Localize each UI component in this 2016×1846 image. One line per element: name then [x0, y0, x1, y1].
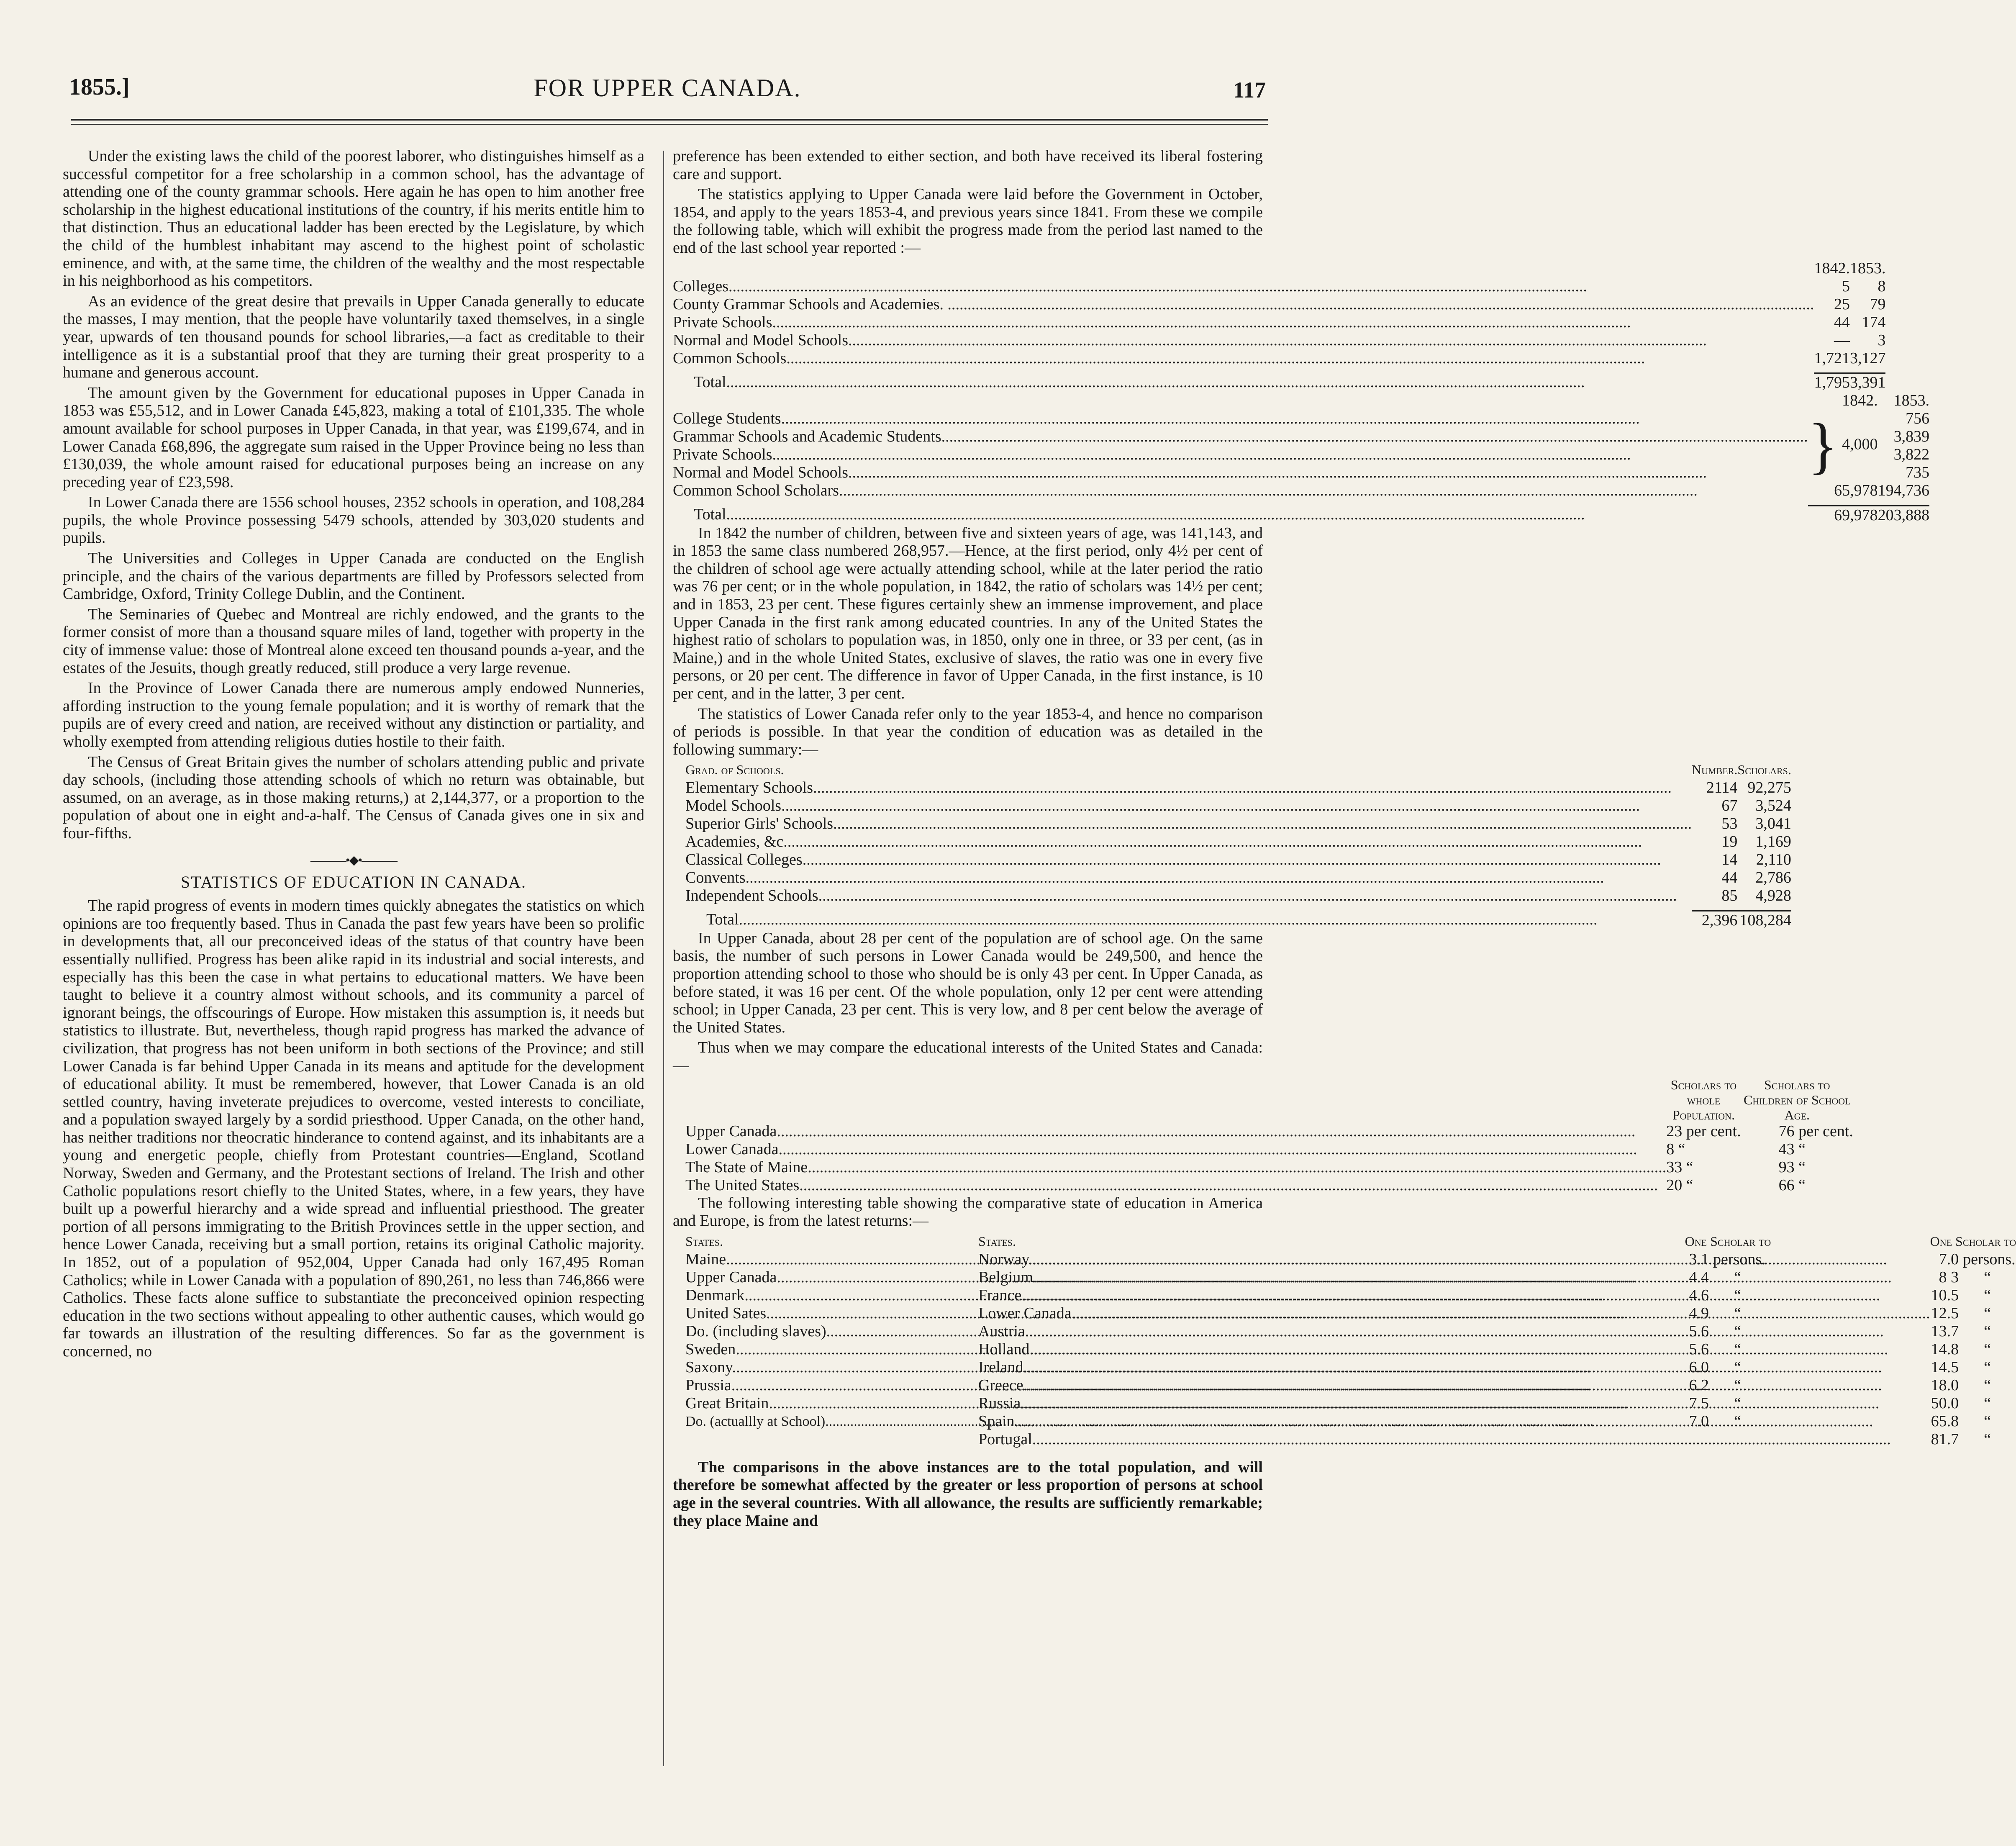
year-heading: 1842. [1814, 259, 1850, 277]
paragraph: The comparisons in the above instances are to the total population, and will therefore be somewhat affected by the greater or less proportion of persons at school age in the several countries. With all allowance, the results are sufficiently remarkable; they place Maine and [673, 1458, 1263, 1530]
table-row: Upper Canada ..... 4.4 “ [685, 1268, 1771, 1286]
table-row: Common Schools ..... 1,721 3,127 [673, 349, 1885, 367]
table-row: Holland ..... 14.8 “ [978, 1340, 2016, 1358]
table-row: Spain ..... 65.8 “ [978, 1412, 2016, 1430]
table-row: Denmark ..... 4.6 “ [685, 1286, 1771, 1304]
paragraph: In 1842 the number of children, between five and sixteen years of age, was 141,143, and in 1853 the same class numbered 268,957.—Hence, at the first period, only 4½ per cent of the children of school age were actually attending school, while at the later period the ratio was 76 per cent; or in the whole population, in 1842, the ratio of scholars was 14½ per cent; and in 1853, 23 per cent. These figures certainly shew an immense improvement, and place Upper Canada in the first rank among educated countries. In any of the United States the highest ratio of scholars to population was, in 1850, only one in three, or 33 per cent, (as in Maine,) and in the whole United States, exclusive of slaves, the ratio was one in every five persons, or 20 per cent. The difference in favor of Upper Canada, in the first instance, is 10 per cent, and in the latter, 3 per cent. [673, 524, 1263, 702]
table-row: Private Schools ..... 44 174 [673, 313, 1885, 331]
paragraph: The Census of Great Britain gives the number of scholars attending public and private day schools, (including those attending schools of which no return was obtainable, but assumed, on an average, as in those making returns,) at 2,144,377, or a proportion to the population of about one in eight and-a-half. The Census of Canada gives one in six and four-fifths. [63, 753, 644, 842]
right-column [673, 147, 2016, 1532]
table-row: Superior Girls' Schools ..... 53 3,041 [685, 815, 1791, 833]
paragraph: In Upper Canada, about 28 per cent of the population are of school age. On the same basis, the number of such persons in Lower Canada would be 249,500, and hence the proportion attending school to those who should be is only 43 per cent. In Upper Canada, as before stated, it was 16 per cent. Of the whole population, only 12 per cent were attending school; in Upper Canada, 23 per cent. This is very low, and 8 per cent below the average of the United States. [673, 929, 1263, 1036]
brace-value: 4,000 [1842, 435, 1878, 453]
table-row: Austria ..... 13.7 “ [978, 1322, 2016, 1340]
table-row: The United States ..... 20 “ 66 “ [685, 1176, 1853, 1194]
table-row: Elementary Schools ..... 2114 92,275 [685, 779, 1791, 797]
table-row: Grammar Schools and Academic Students.. ..... 3,839 [673, 428, 1929, 446]
table-row: Belgium ..... 8 3 “ [978, 1268, 2016, 1286]
table-row: Private Schools ..... 3,822 [673, 446, 1929, 464]
table-row: United Sates ..... 4.9 “ [685, 1304, 1771, 1322]
paragraph: The statistics of Lower Canada refer only to the year 1853-4, and hence no comparison of periods is possible. In that year the condition of education was as detailed in the following summary:— [673, 705, 1263, 758]
table-row: Maine ..... 3.1 persons. [685, 1250, 1771, 1268]
table-total-row: Total ..... 2,396 108,284 [685, 911, 1791, 929]
table-comparison-us-canada: Scholars to whole Population. Scholars to Children of School Age. Upper Canada ..... 23 per cent. 76 per cent. Lower Canada ..... 8 “ 43 “ The State of Maine ..... 33 “ 93 “ The United States ..... 20 “ 66 “ [685, 1077, 1853, 1194]
table-row: Independent Schools ..... 85 4,928 [685, 887, 1791, 905]
table-row: Prussia ..... 6.2 “ [685, 1376, 1771, 1394]
table-half-left: States. One Scholar to Maine ..... 3.1 persons. Upper Canada ..... 4.4 “ Denmark ..... 4.6 “ United Sates ..... 4.9 “ Do. (including slaves) ..... 5.6 “ Sweden ..... 5.6 “ Saxony ..... 6.0 “ Prussia ..... 6.2 “ Great Britain ..... 7.5 “ Do. (actuallly at School) ..... 7.0 “ [685, 1232, 1771, 1430]
table-total-row: Total ..... 69,978 203,888 [673, 506, 1929, 524]
brace: } [1808, 411, 1838, 481]
table-row: Lower Canada ..... 12.5 “ [978, 1304, 2016, 1322]
table-row: Academies, &c ..... 19 1,169 [685, 833, 1791, 851]
section-ornament: ———•◆•——— [310, 853, 397, 867]
page-number: 117 [1233, 77, 1266, 103]
paragraph: The statistics applying to Upper Canada were laid before the Government in October, 1854, and apply to the years 1853-4, and previous years since 1841. From these we compile the following table, which will exhibit the progress made from the period last named to the end of the last school year reported :— [673, 185, 1263, 257]
year-heading: 1853. [1893, 392, 1930, 410]
paragraph: The amount given by the Government for educational puposes in Upper Canada in 1853 was £55,512, and in Lower Canada £45,823, making a total of £101,335. The whole amount available for school purposes in Upper Canada, in that year, was £199,674, and in Lower Canada £68,896, the aggregate sum raised in the Upper Province being no less than £130,039, the whole amount raised for educational purposes being an increase on any preceding year of £23,598. [63, 384, 644, 491]
paragraph: The Seminaries of Quebec and Montreal are richly endowed, and the grants to the former consist of more than a thousand square miles of land, together with property in the city of immense value: those of Montreal alone exceed ten thousand pounds a-year, and the estates of the Jesuits, though greatly reduced, still produce a very large revenue. [63, 605, 644, 677]
header-rule [71, 119, 1268, 121]
paragraph: In the Province of Lower Canada there are numerous amply endowed Nunneries, affording instruction to the young female population; and it is worthy of remark that the pupils are of every creed and nation, are received without any distinction or partiality, and wholly exempted from attending religious duties hostile to their faith. [63, 679, 644, 750]
table-row: France ..... 10.5 “ [978, 1286, 2016, 1304]
paragraph: Under the existing laws the child of the poorest laborer, who distinguishes himself as a successful competitor for a free scholarship in a common school, has the advantage of attending one of the county grammar schools. Here again he has open to him another free scholarship in the highest educational institutions of the country, if his merits entitle him to that distinction. Thus an educational ladder has been erected by the Legislature, by which the child of the humblest inhabitant may ascend to the highest point of scholastic eminence, and with, at the same time, the children of the wealthy and the most respectable in his neighborhood as his competitors. [63, 147, 644, 290]
table-row: Great Britain ..... 7.5 “ [685, 1394, 1771, 1412]
table-row: Do. (including slaves) ..... 5.6 “ [685, 1322, 1771, 1340]
table-upper-canada-schools [673, 259, 1885, 392]
paragraph: As an evidence of the great desire that prevails in Upper Canada generally to educate the masses, I may mention, that the people have voluntarily taxed themselves, in a single year, upwards of ten thousand pounds for school libraries,—a fact as creditable to their intelligence as it is a substantial proof that they are turning their great prosperity to a humane and generous account. [63, 292, 644, 382]
table-row: Greece ..... 18.0 “ [978, 1376, 2016, 1394]
table-row: Normal and Model Schools ..... — 3 [673, 331, 1885, 349]
year-heading: 1842. [1842, 392, 1878, 410]
table-upper-canada-students [673, 392, 1929, 524]
table-row: Do. (actuallly at School) ..... 7.0 “ [685, 1412, 1771, 1430]
paragraph: The following interesting table showing the comparative state of education in America and Europe, is from the latest returns:— [673, 1194, 1263, 1230]
left-column [63, 147, 644, 1363]
header-rule-thin [71, 124, 1268, 125]
paragraph: Thus when we may compare the educational interests of the United States and Canada:— [673, 1039, 1263, 1074]
paragraph: The Universities and Colleges in Upper Canada are conducted on the English principle, and the chairs of the various departments are filled by Professors selected from Cambridge, Oxford, Trinity College Dublin, and the Continent. [63, 549, 644, 603]
header-title: FOR UPPER CANADA. [533, 74, 801, 102]
table-row: Model Schools ..... 67 3,524 [685, 797, 1791, 815]
table-row: Sweden ..... 5.6 “ [685, 1340, 1771, 1358]
table-row: Portugal ..... 81.7 “ [978, 1430, 2016, 1448]
table-row: Ireland ..... 14.5 “ [978, 1358, 2016, 1376]
table-row: Classical Colleges ..... 14 2,110 [685, 851, 1791, 869]
paragraph: In Lower Canada there are 1556 school houses, 2352 schools in operation, and 108,284 pupils, the whole Province possessing 5479 schools, attended by 303,020 students and pupils. [63, 493, 644, 547]
table-row: Lower Canada ..... 8 “ 43 “ [685, 1140, 1853, 1158]
table-row: Upper Canada ..... 23 per cent. 76 per cent. [685, 1122, 1853, 1140]
table-america-europe [685, 1232, 2016, 1458]
table-row: Colleges ..... 5 8 [673, 277, 1885, 295]
column-divider [663, 151, 664, 1766]
table-row: Saxony ..... 6.0 “ [685, 1358, 1771, 1376]
year-heading: 1853. [1849, 259, 1886, 277]
table-row: Common School Scholars ..... 65,978 194,736 [673, 482, 1929, 500]
running-header [69, 74, 1266, 111]
table-row: Normal and Model Schools ..... 735 [673, 464, 1929, 482]
paragraph: The rapid progress of events in modern times quickly abnegates the statistics on which opinions are too frequently based. Thus in Canada the past few years have been so prolific in developments that, all our preconceived ideas of the status of that country have been essentially nullified. Progress has been alike rapid in its industrial and social interests, and especially has this been the case in what pertains to educational matters. We have been taught to believe it a country almost without schools, and its community a parcel of ignorant beings, the offscourings of Europe. How mistaken this assumption is, it needs but statistics to illustrate. But, nevertheless, though rapid progress has marked the advance of civilization, that progress has not been uniform in both sections of the Province; and still Lower Canada is far behind Upper Canada in its means and aptitude for the development of educational ability. It must be remembered, however, that Lower Canada is an old settled country, having inveterate prejudices to overcome, vested interests to conciliate, and a population swayed largely by a sordid priesthood. Upper Canada, on the other hand, has neither traditions nor theocratic hinderance to contend against, and its inhabitants are a young and energetic people, chiefly from Protestant countries—England, Scotland Norway, Sweden and Germany, and the Protestant sections of Ireland. The Irish and other Catholic populations resort chiefly to the United States, where, in a few years, they have built up a powerful hierarchy and a wide spread and influential priesthood. The greater portion of all persons immigrating to the British Provinces settle in the upper section, and hence Lower Canada, receiving but a small portion, retains its original Catholic majority. In 1852, out of a population of 952,004, Upper Canada had only 167,495 Roman Catholics; while in Lower Canada with a population of 890,261, no less than 746,866 were Catholics. These facts alone suffice to substantiate the preconceived opinion respecting education in the two sections without appealing to other authentic causes, which would go far towards an illustration of the resulting differences. So far as the government is concerned, no [63, 897, 644, 1360]
paragraph: preference has been extended to either section, and both have received its liberal fostering care and support. [673, 147, 1263, 183]
header-year: 1855.] [69, 74, 130, 100]
section-title: STATISTICS OF EDUCATION IN CANADA. [181, 872, 526, 891]
table-half-right: States. One Scholar to Norway ..... 7.0 persons. Belgium ..... 8 3 “ France ..... 10.5 “ Lower Canada ..... 12.5 “ Austria ..... 13.7 “ Holland ..... 14.8 “ Ireland ..... 14.5 “ Greece ..... 18.0 “ Russia ..... 50.0 “ Spain ..... 65.8 “ Portugal ..... 81.7 “ [978, 1232, 2016, 1448]
table-lower-canada-schools: Grad. of Schools. Number. Scholars. Elementary Schools ..... 2114 92,275 Model Schools ..... 67 3,524 Superior Girls' Schools ..... 53 3,041 Academies, &c ..... 19 1,169 Classical Colleges ..... 14 2,110 Convents ..... 44 2,786 Independent Schools ..... 85 4,928 Total ..... 2,396 108,284 [685, 761, 1791, 929]
table-total-row: Total ..... 1,795 3,391 [673, 373, 1885, 392]
table-row: Convents ..... 44 2,786 [685, 869, 1791, 887]
table-row: Russia ..... 50.0 “ [978, 1394, 2016, 1412]
table-row: College Students ..... } 4,000 756 [673, 410, 1929, 428]
table-row: Norway ..... 7.0 persons. [978, 1250, 2016, 1268]
table-row: The State of Maine ..... 33 “ 93 “ [685, 1158, 1853, 1176]
table-row: County Grammar Schools and Academies. .. ..... 25 79 [673, 295, 1885, 313]
